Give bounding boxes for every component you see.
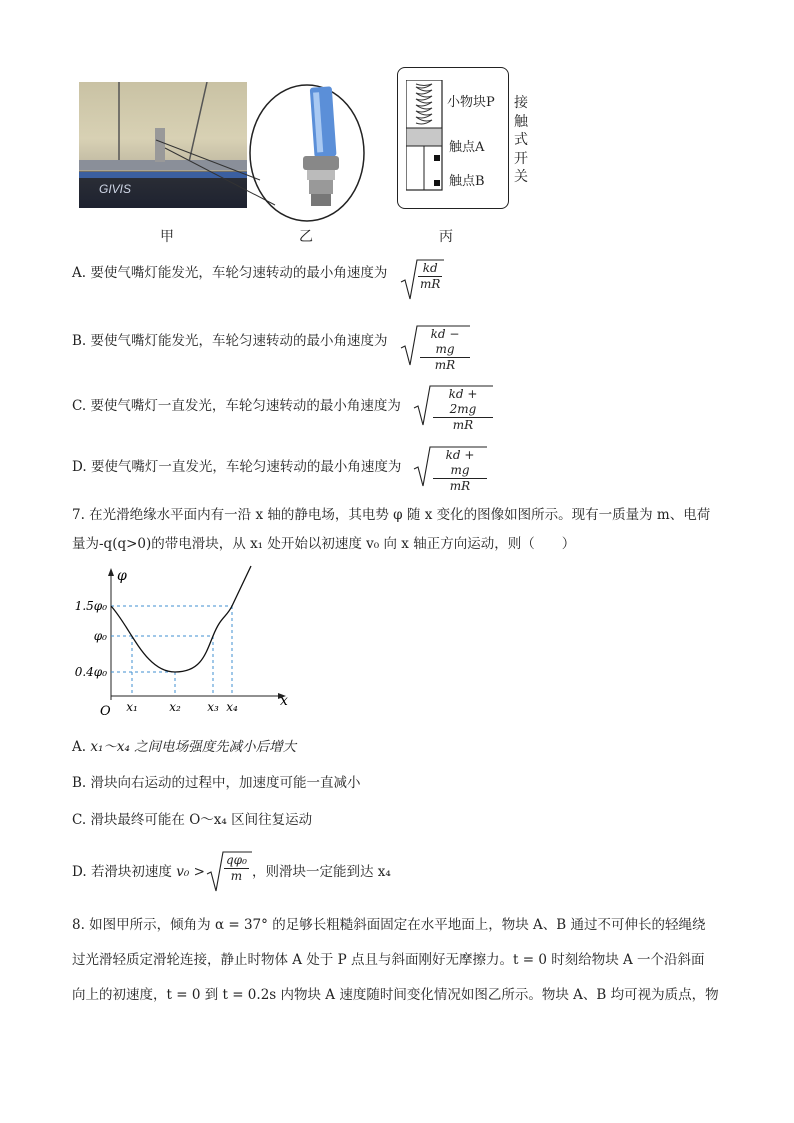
- label-block-p: 小物块P: [447, 95, 495, 110]
- fraction-num: kd − mg: [420, 327, 470, 358]
- switch-char: 触: [514, 113, 528, 130]
- fraction: [433, 387, 493, 433]
- q6-option-d-formula: [413, 443, 487, 493]
- option-key: D.: [72, 864, 87, 880]
- q7-option-b: [72, 773, 361, 793]
- q6-option-b-formula: [400, 322, 470, 372]
- q6-option-a: [72, 263, 387, 283]
- fraction: [420, 327, 470, 373]
- contact-switch-figure: [397, 67, 509, 209]
- q6-option-b: [72, 331, 388, 351]
- fraction: [433, 448, 487, 494]
- q7-stem-line1: 7. 在光滑绝缘水平面内有一沿 x 轴的静电场，其电势 φ 随 x 变化的图像如图所示。现有一质量为 m、电荷: [72, 507, 711, 523]
- option-text: 若滑块初速度: [90, 864, 172, 880]
- q7-option-d: [72, 862, 205, 882]
- caption-jia: 甲: [160, 229, 174, 245]
- y-axis-arrow: [108, 568, 114, 576]
- q7-option-d-formula: [206, 848, 252, 898]
- label-contact-switch: [514, 94, 530, 187]
- x-tick-label: x₁: [126, 700, 138, 714]
- phi-x-chart: [70, 562, 300, 722]
- fraction-num: kd + mg: [433, 448, 487, 479]
- fraction-num: qφ₀: [226, 853, 247, 867]
- x-tick-label: x₄: [226, 700, 238, 714]
- option-key: B.: [72, 333, 87, 349]
- y-axis-label: φ: [117, 568, 127, 584]
- switch-diagram: [406, 80, 444, 192]
- y-tick-label: φ₀: [93, 629, 107, 643]
- option-text: 要使气嘴灯能发光，车轮匀速转动的最小角速度为: [90, 265, 388, 281]
- x-tick-label: x₃: [207, 700, 219, 714]
- switch-char: 关: [514, 169, 528, 185]
- option-key: C.: [72, 398, 87, 414]
- fraction: [418, 261, 442, 292]
- caption-yi: 乙: [299, 229, 313, 245]
- option-text: x₁～x₄ 之间电场强度先减小后增大: [90, 739, 297, 755]
- q8-stem-line2: 过光滑轻质定滑轮连接，静止时物体 A 处于 P 点且与斜面刚好无摩擦力。t = 0 时刻给物块 A 一个沿斜面: [72, 952, 705, 968]
- switch-char: 式: [514, 132, 528, 148]
- option-text: 滑块最终可能在 O～x₄ 区间往复运动: [90, 812, 313, 828]
- q7-stem-line2: 量为-q(q>0)的带电滑块，从 x₁ 处开始以初速度 v₀ 向 x 轴正方向运动，则（ ）: [72, 536, 576, 552]
- y-tick-label: 1.5φ₀: [74, 599, 107, 613]
- fraction: [224, 853, 249, 884]
- option-key: D.: [72, 459, 87, 475]
- fraction-den: mR: [434, 358, 456, 372]
- option-text: 要使气嘴灯一直发光，车轮匀速转动的最小角速度为: [90, 398, 401, 414]
- x-axis-label: x: [280, 693, 288, 709]
- fraction-den: mR: [420, 277, 441, 291]
- option-key: A.: [72, 265, 87, 281]
- switch-char: 开: [514, 150, 528, 167]
- option-text: 滑块向右运动的过程中，加速度可能一直减小: [90, 775, 361, 791]
- q6-option-d: [72, 457, 401, 477]
- y-tick-label: 0.4φ₀: [74, 665, 107, 679]
- origin-label: O: [100, 704, 111, 719]
- option-key: C.: [72, 812, 87, 828]
- fraction-den: mR: [449, 479, 471, 493]
- fraction-den: m: [230, 869, 243, 883]
- option-text: 要使气嘴灯一直发光，车轮匀速转动的最小角速度为: [90, 459, 402, 475]
- option-text: 要使气嘴灯能发光，车轮匀速转动的最小角速度为: [90, 333, 388, 349]
- caption-bing: 丙: [439, 229, 453, 245]
- label-contact-a: 触点A: [449, 140, 485, 155]
- valve-lamp-figure: [247, 80, 372, 230]
- fraction-den: mR: [452, 418, 474, 432]
- x-tick-label: x₂: [169, 700, 181, 714]
- q8-stem-line1: 8. 如图甲所示，倾角为 α = 37° 的足够长粗糙斜面固定在水平地面上，物块 A、B 通过不可伸长的轻绳绕: [72, 917, 706, 933]
- photo-brand-text: GIVIS: [99, 182, 132, 196]
- fraction-num: kd: [418, 261, 442, 277]
- switch-char: 接: [514, 95, 528, 111]
- q7-option-c: [72, 810, 312, 830]
- option-key: B.: [72, 775, 87, 791]
- q7-option-d-tail: ，则滑块一定能到达 x₄: [252, 864, 391, 880]
- q7-option-a: [72, 737, 296, 757]
- option-key: A.: [72, 739, 87, 755]
- label-contact-b: 触点B: [449, 174, 485, 189]
- formula-lhs: v₀ >: [176, 864, 205, 880]
- q6-option-c-formula: [413, 382, 493, 432]
- fraction-num: kd + 2mg: [433, 387, 493, 418]
- q8-stem-line3: 向上的初速度，t = 0 到 t = 0.2s 内物块 A 速度随时间变化情况如图乙所示。物块 A、B 均可视为质点，物: [72, 987, 719, 1003]
- q6-option-c: [72, 396, 401, 416]
- q6-option-a-formula: [400, 256, 444, 306]
